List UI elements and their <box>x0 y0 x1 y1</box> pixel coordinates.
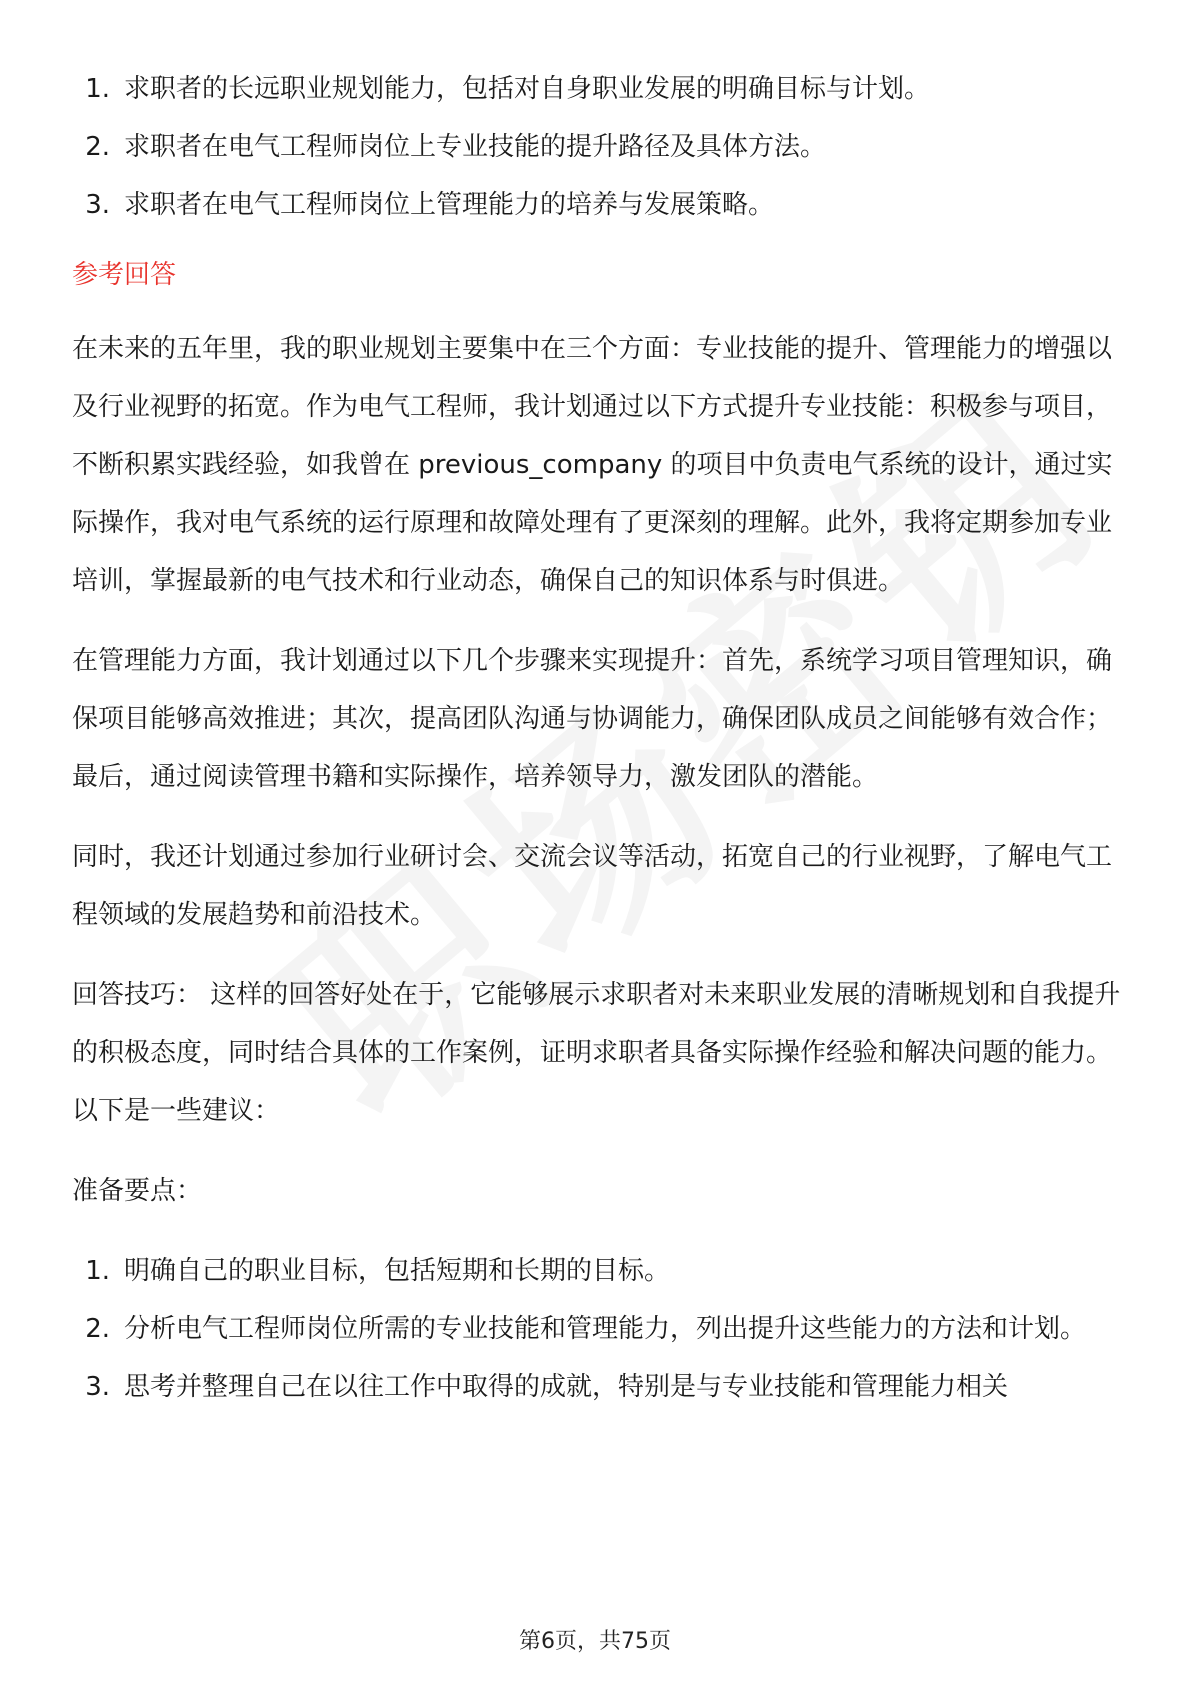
list-item <box>72 1358 1122 1416</box>
list-number: 2. <box>85 1314 110 1344</box>
intro-list <box>72 60 1122 234</box>
prep-list <box>72 1242 1122 1416</box>
paragraph: 同时，我还计划通过参加行业研讨会、交流会议等活动，拓宽自己的行业视野，了解电气工程领域的发展趋势和前沿技术。 <box>72 842 1113 930</box>
page-footer: 第6页，共75页 <box>519 1629 671 1654</box>
list-item <box>72 118 1122 176</box>
list-item <box>72 60 1122 118</box>
list-text: 分析电气工程师岗位所需的专业技能和管理能力，列出提升这些能力的方法和计划。 <box>124 1314 1087 1344</box>
list-text: 求职者在电气工程师岗位上专业技能的提升路径及具体方法。 <box>124 132 827 162</box>
paragraph: 准备要点： <box>72 1176 203 1206</box>
list-number: 2. <box>85 132 110 162</box>
document-body <box>72 60 1122 1416</box>
list-number: 1. <box>85 74 110 104</box>
list-number: 3. <box>85 190 110 220</box>
list-item <box>72 1300 1122 1358</box>
paragraph: 在管理能力方面，我计划通过以下几个步骤来实现提升：首先，系统学习项目管理知识，确保项目能够高效推进；其次，提高团队沟通与协调能力，确保团队成员之间能够有效合作；最后，通过阅读管理书籍和实际操作，培养领导力，激发团队的潜能。 <box>72 646 1113 792</box>
paragraph: 回答技巧： 这样的回答好处在于，它能够展示求职者对未来职业发展的清晰规划和自我提升的积极态度，同时结合具体的工作案例，证明求职者具备实际操作经验和解决问题的能力。以下是一些建议： <box>72 980 1121 1126</box>
list-text: 思考并整理自己在以往工作中取得的成就，特别是与专业技能和管理能力相关 <box>124 1372 1009 1402</box>
list-number: 3. <box>85 1372 110 1402</box>
list-text: 求职者在电气工程师岗位上管理能力的培养与发展策略。 <box>124 190 775 220</box>
list-number: 1. <box>85 1256 110 1286</box>
list-text: 求职者的长远职业规划能力，包括对自身职业发展的明确目标与计划。 <box>124 74 931 104</box>
list-text: 明确自己的职业目标，包括短期和长期的目标。 <box>124 1256 671 1286</box>
paragraph: 在未来的五年里，我的职业规划主要集中在三个方面：专业技能的提升、管理能力的增强以及行业视野的拓宽。作为电气工程师，我计划通过以下方式提升专业技能：积极参与项目，不断积累实践经验，如我曾在 previous_company 的项目中负责电气系统的设计，通过实际操作，我对电气系统的运行原理和故障处理有了更深刻的理解。此外，我将定期参加专业培训，掌握最新的电气技术和行业动态，确保自己的知识体系与时俱进。 <box>72 334 1113 596</box>
answer-heading: 参考回答 <box>72 260 177 290</box>
list-item <box>72 1242 1122 1300</box>
list-item <box>72 176 1122 234</box>
